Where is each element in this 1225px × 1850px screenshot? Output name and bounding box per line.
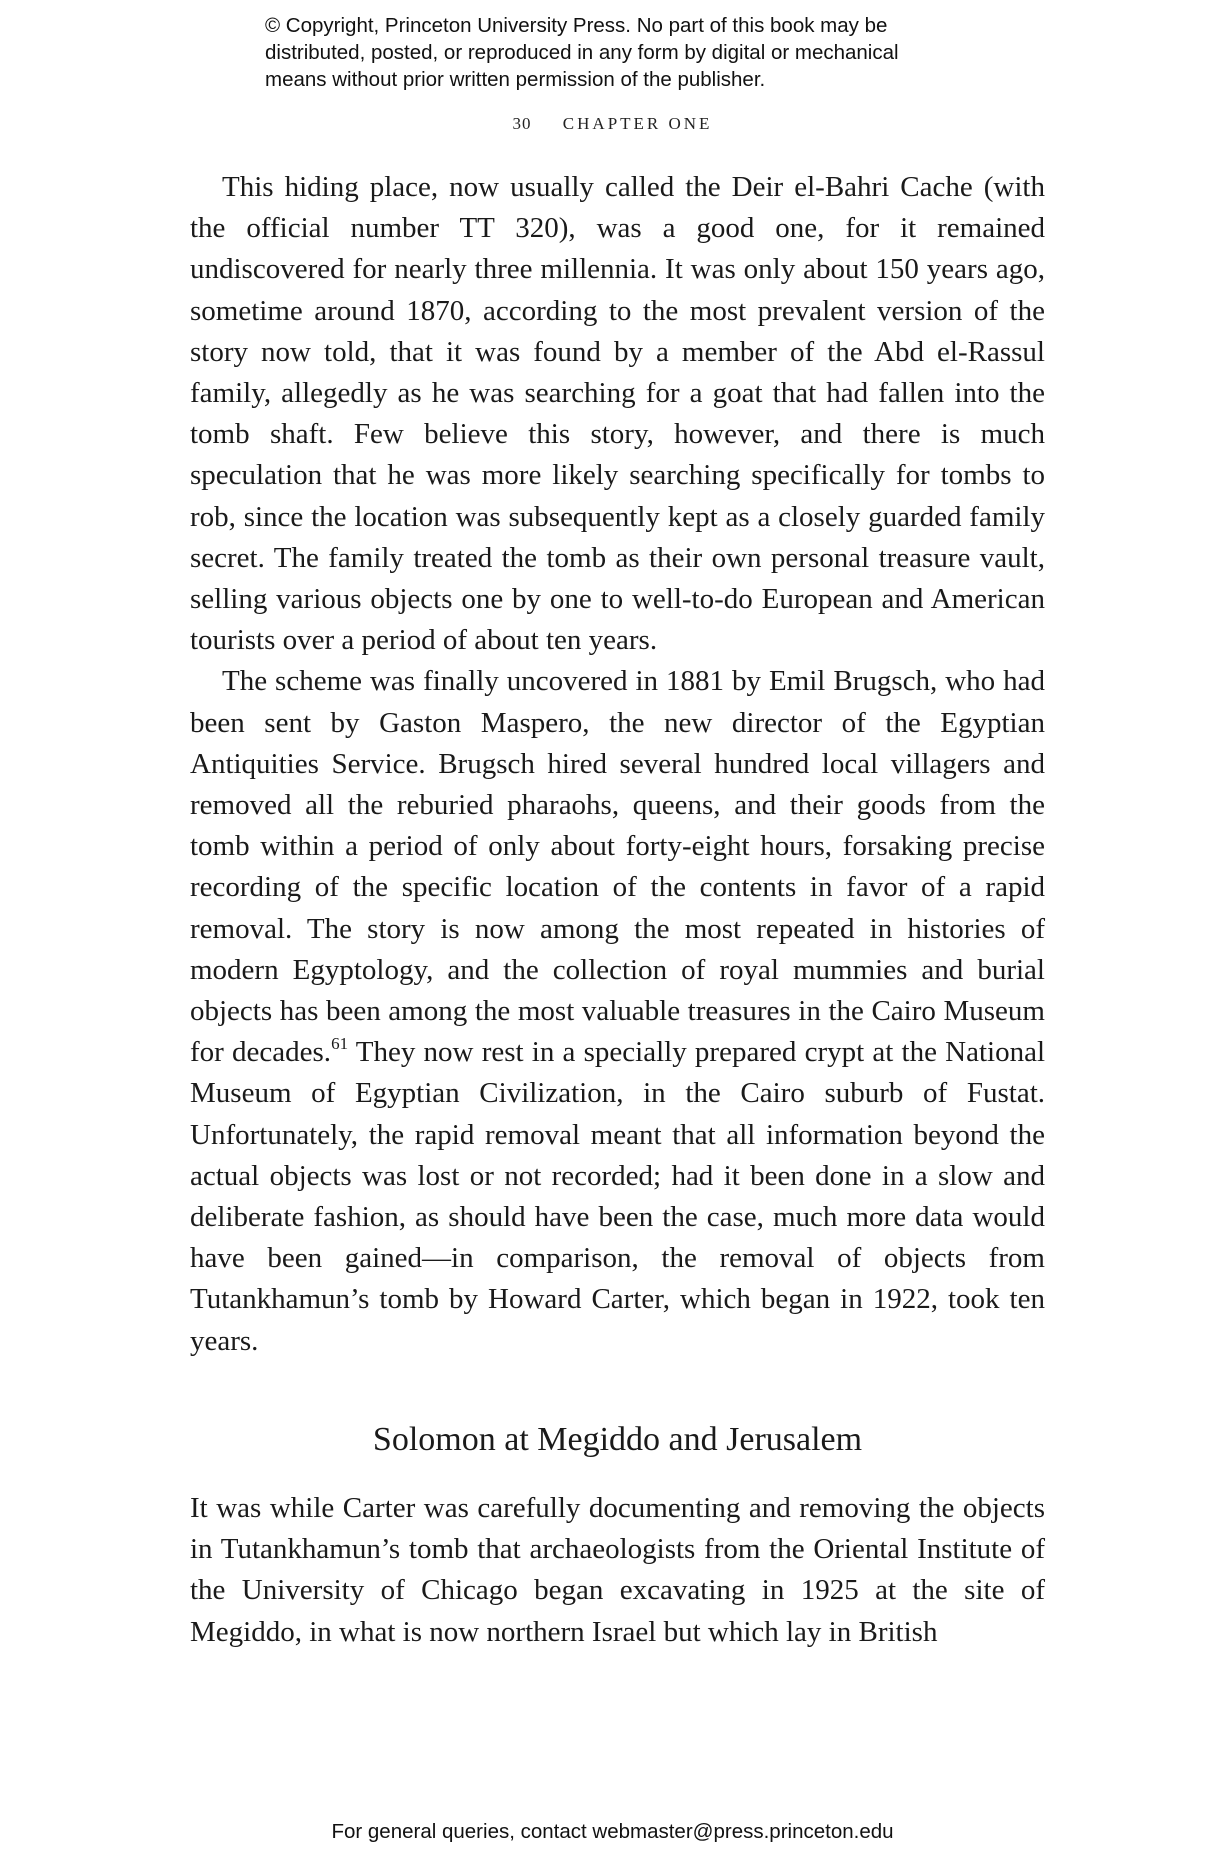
- chapter-title: CHAPTER ONE: [562, 114, 713, 133]
- paragraph: This hiding place, now usually called the Deir el-Bahri Cache (with the official number TT 320), was a good one, for it remained undiscovered for nearly three millennia. It was only about 150 years ago, sometime around 1870, according to the most prevalent version of the story now told, that it was found by a member of the Abd el-Rassul family, allegedly as he was searching for a goat that had fallen into the tomb shaft. Few believe this story, however, and there is much speculation that he was more likely searching specifically for tombs to rob, since the location was subsequently kept as a closely guarded family secret. The family treated the tomb as their own personal treasure vault, selling various objects one by one to well-to-do European and American tourists over a period of about ten years.: [190, 171, 1045, 657]
- page-number: 30: [512, 114, 532, 133]
- copyright-line: means without prior written permission of the publisher.: [265, 68, 766, 91]
- paragraph: It was while Carter was carefully documenting and removing the objects in Tutankhamun’s tomb that archaeologists from the Oriental Institute of the University of Chicago began excavating in 1925 at the site of Megiddo, in what is now northern Israel but which lay in British: [190, 1491, 1045, 1648]
- paragraph-text: They now rest in a specially prepared crypt at the National Museum of Egyptian Civilization, in the Cairo suburb of Fustat. Unfortunately, the rapid removal meant that all information beyond the actual objects was lost or not recorded; had it been done in a slow and deliberate fashion, as should have been the case, much more data would have been gained—in comparison, the removal of objects from Tutankhamun’s tomb by Howard Carter, which began in 1922, took ten years.: [190, 1036, 1046, 1357]
- footer-contact: For general queries, contact webmaster@press.princeton.edu: [331, 1820, 894, 1843]
- paragraph: [190, 661, 1045, 1361]
- paragraph-text: The scheme was finally uncovered in 1881 by Emil Brugsch, who had been sent by Gaston Maspero, the new director of the Egyptian Antiquities Service. Brugsch hired several hundred local villagers and removed all the reburied pharaohs, queens, and their goods from the tomb within a period of only about forty-eight hours, forsaking precise recording of the specific location of the contents in favor of a rapid removal. The story is now among the most repeated in histories of modern Egyptology, and the collection of royal mummies and burial objects has been among the most valuable treasures in the Cairo Museum for decades.: [190, 665, 1045, 1069]
- running-head: [0, 114, 1225, 134]
- copyright-notice: [265, 12, 965, 93]
- section-heading: Solomon at Megiddo and Jerusalem: [372, 1420, 863, 1458]
- footnote-marker[interactable]: 61: [331, 1033, 349, 1053]
- copyright-line: distributed, posted, or reproduced in any form by digital or mechanical: [265, 41, 899, 64]
- main-text: [190, 167, 1045, 1653]
- copyright-line: © Copyright, Princeton University Press. No part of this book may be: [265, 14, 888, 37]
